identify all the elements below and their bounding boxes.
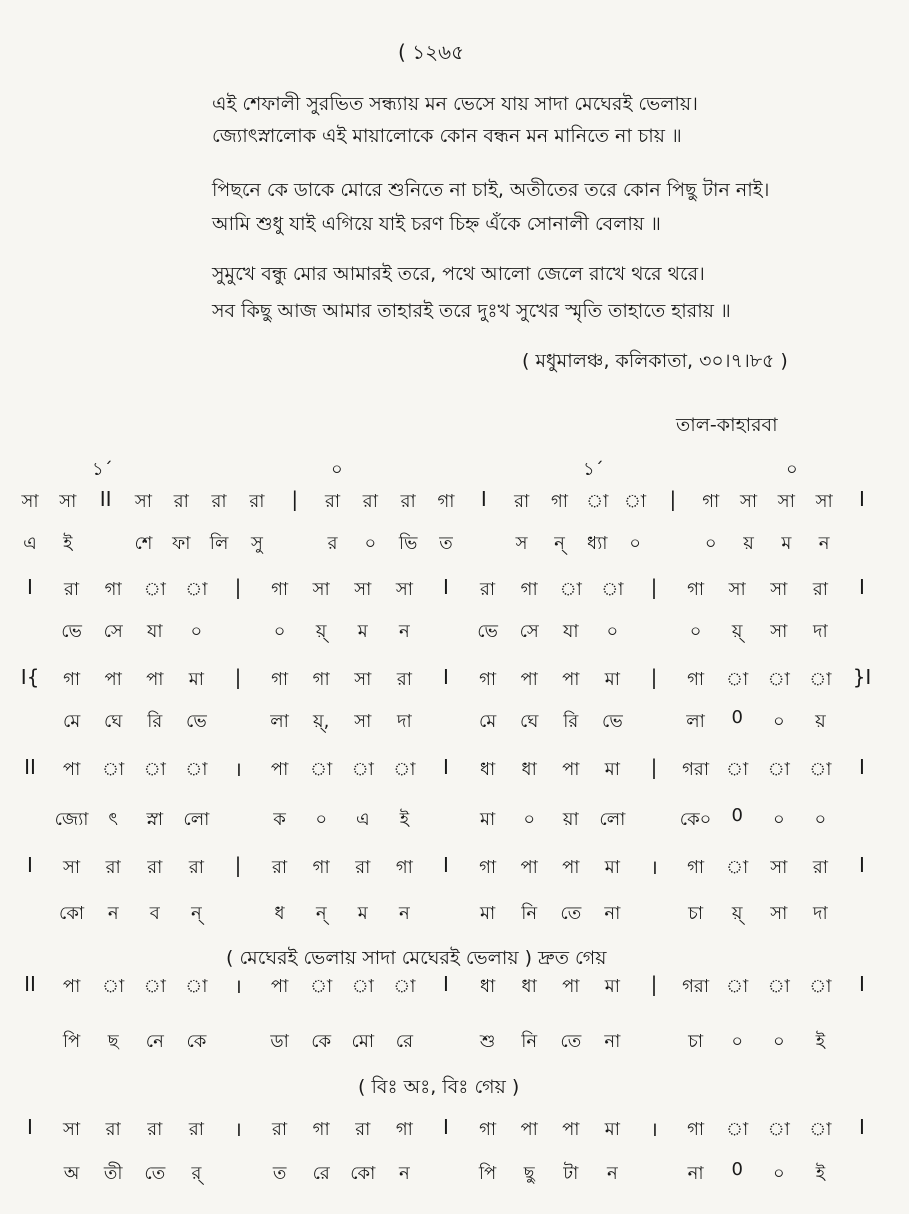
note-cell: মা — [188, 669, 204, 690]
lyric-syllable: ০ — [689, 621, 702, 642]
lyric-syllable: য় — [815, 711, 826, 732]
lyric-syllable: ফা — [172, 533, 191, 554]
note-cell: সা — [63, 1119, 81, 1140]
lyric-syllable: ভে — [477, 621, 498, 642]
note-cell: রা — [147, 857, 163, 878]
note-cell: গা — [479, 669, 497, 690]
note-cell: সা — [63, 857, 81, 878]
lyric-syllable: লো — [599, 809, 626, 830]
note-cell: রা — [188, 857, 204, 878]
lyric-syllable: না — [604, 1031, 621, 1052]
note-cell: গা — [395, 857, 413, 878]
lyric-syllable: ই — [815, 1031, 826, 1052]
lyric-syllable: স — [515, 533, 528, 554]
barline: | — [650, 755, 658, 779]
note-cell: সা — [777, 491, 795, 512]
note-cell: গা — [687, 669, 705, 690]
barline: I — [443, 755, 449, 779]
lyric-syllable: ০ — [364, 533, 377, 554]
barline: । — [234, 757, 242, 781]
lyric-syllable: র্ — [191, 1163, 202, 1184]
lyric-syllable: কো — [59, 903, 85, 924]
lyric-syllable: ০ — [772, 1163, 785, 1184]
lyric-syllable: দা — [397, 711, 412, 732]
barline: II — [99, 487, 112, 511]
note-cell: রা — [324, 491, 341, 512]
lyric-syllable: না — [687, 1163, 704, 1184]
note-cell: পা — [62, 759, 81, 780]
note-cell: সা — [312, 579, 330, 600]
lyric-syllable: য়্ — [731, 621, 743, 642]
note-cell: রা — [355, 857, 371, 878]
note-cell: রা — [147, 1119, 163, 1140]
barline: I — [27, 853, 33, 877]
lyric-syllable: ছু — [523, 1163, 535, 1184]
note-cell: া — [726, 669, 749, 690]
lyric-syllable: ন — [399, 621, 410, 642]
note-cell: া — [586, 491, 609, 512]
lyric-syllable: রে — [395, 1031, 413, 1052]
note-cell: পা — [104, 669, 122, 690]
note-cell: া — [726, 1119, 749, 1140]
lyric-syllable: ০ — [772, 711, 785, 732]
lyric-syllable: য় — [743, 533, 754, 554]
barline: I — [443, 853, 449, 877]
lyric-syllable: সে — [519, 621, 539, 642]
lyric-syllable: সা — [770, 903, 788, 924]
barline: I — [859, 972, 865, 996]
note-cell: া — [351, 976, 374, 997]
taal-label: তাল-কাহারবা — [676, 414, 778, 436]
note-cell: পা — [562, 857, 580, 878]
lyric-syllable: কে০ — [679, 809, 712, 830]
note-cell: া — [310, 976, 333, 997]
note-cell: া — [143, 579, 166, 600]
note-cell: গা — [479, 1119, 497, 1140]
lyric-syllable: ০ — [273, 621, 286, 642]
note-cell: পা — [270, 976, 289, 997]
lyric-syllable: ডা — [270, 1031, 289, 1052]
note-cell: সা — [728, 579, 746, 600]
note-cell: পা — [562, 669, 580, 690]
note-cell: া — [102, 976, 125, 997]
barline: | — [291, 487, 299, 511]
note-cell: সা — [770, 579, 788, 600]
note-cell: া — [809, 1119, 832, 1140]
lyric-syllable: নি — [521, 903, 538, 924]
barline: I — [859, 1115, 865, 1139]
lyric-syllable: ০ — [190, 621, 203, 642]
barline: I — [27, 575, 33, 599]
lyric-syllable: ধ্যা — [587, 533, 608, 554]
note-cell: ধা — [521, 976, 537, 997]
note-cell: া — [393, 976, 416, 997]
lyric-syllable: মে — [478, 711, 497, 732]
note-cell: া — [185, 759, 208, 780]
lyric-syllable: অ — [63, 1163, 80, 1184]
barline: । — [650, 855, 658, 879]
lyric-syllable: ন্ — [554, 533, 565, 554]
note-cell: পা — [562, 759, 580, 780]
note-cell: মা — [604, 669, 620, 690]
lyric-syllable: ভি — [398, 533, 418, 554]
barline: I — [859, 755, 865, 779]
barline: I — [859, 853, 865, 877]
lyric-syllable: যা — [147, 621, 163, 642]
note-cell: রা — [514, 491, 530, 512]
lyric-syllable: মা — [479, 903, 496, 924]
barline: }I — [852, 665, 872, 689]
note-cell: গা — [550, 491, 568, 512]
note-cell: সা — [815, 491, 833, 512]
note-cell: গা — [104, 579, 122, 600]
lyric-syllable: ০ — [731, 1031, 744, 1052]
lyric-syllable: ন্ — [191, 903, 202, 924]
note-cell: গা — [702, 491, 720, 512]
lyric-syllable: ব — [149, 903, 160, 924]
poem-line-5: সুমুখে বন্ধু মোর আমারই তরে, পথে আলো জেলে রাখে থরে থরে। — [212, 263, 705, 285]
lyric-syllable: য়্ — [315, 621, 327, 642]
note-cell: গা — [687, 857, 705, 878]
note-cell: া — [809, 759, 832, 780]
note-cell: গা — [520, 579, 538, 600]
lyric-syllable: ধ — [274, 903, 285, 924]
lyric-syllable: ক — [273, 809, 286, 830]
section-note: ( মেঘেরই ভেলায় সাদা মেঘেরই ভেলায় ) দ্রুত গেয় — [226, 947, 607, 969]
lyric-syllable: তে — [560, 903, 582, 924]
lyric-syllable: ঘে — [519, 711, 539, 732]
barline: I — [480, 487, 487, 511]
poem-line-4: আমি শুধু যাই এগিয়ে যাই চরণ চিহ্ন এঁকে সোনালী বেলায় ॥ — [212, 213, 661, 235]
note-cell: া — [726, 759, 749, 780]
beat-mark: ১´ — [583, 459, 604, 480]
lyric-syllable: 0 — [731, 1159, 743, 1180]
lyric-syllable: কো — [350, 1163, 376, 1184]
barline: । — [234, 974, 242, 998]
lyric-syllable: চা — [688, 1031, 704, 1052]
lyric-syllable: ভে — [602, 711, 623, 732]
lyric-syllable: লো — [183, 809, 210, 830]
lyric-syllable: ম — [357, 903, 368, 924]
lyric-syllable: শু — [479, 1031, 496, 1052]
page-number: ( ১২৬৫ — [398, 40, 465, 64]
lyric-syllable: লা — [686, 711, 705, 732]
note-cell: পা — [146, 669, 164, 690]
barline: I — [443, 575, 449, 599]
lyric-syllable: না — [604, 903, 621, 924]
note-cell: পা — [270, 759, 289, 780]
lyric-syllable: ই — [399, 809, 410, 830]
note-cell: া — [185, 976, 208, 997]
poem-line-1: এই শেফালী সুরভিত সন্ধ্যায় মন ভেসে যায় সাদা মেঘেরই ভেলায়। — [212, 93, 698, 115]
note-cell: পা — [520, 1119, 538, 1140]
barline: । — [650, 1117, 658, 1141]
note-cell: রা — [272, 1119, 288, 1140]
lyric-syllable: ই — [63, 533, 73, 554]
lyric-syllable: র — [327, 533, 338, 554]
lyric-syllable: সু — [250, 533, 263, 554]
section-note: ( বিঃ অঃ, বিঃ গেয় ) — [358, 1076, 520, 1098]
note-cell: রা — [64, 579, 80, 600]
note-cell: া — [559, 579, 582, 600]
lyric-syllable: পি — [478, 1163, 497, 1184]
lyric-syllable: ন — [107, 903, 119, 924]
attribution: ( মধুমালঞ্চ, কলিকাতা, ৩০।৭।৮৫ ) — [522, 350, 788, 372]
lyric-syllable: রে — [312, 1163, 330, 1184]
note-cell: গা — [312, 857, 330, 878]
lyric-syllable: য়্, — [313, 711, 330, 732]
note-cell: া — [185, 579, 208, 600]
lyric-syllable: টা — [563, 1163, 579, 1184]
lyric-syllable: পি — [62, 1031, 81, 1052]
lyric-syllable: ম — [357, 621, 368, 642]
note-cell: সা — [354, 579, 372, 600]
beat-mark: ১´ — [92, 459, 113, 480]
barline: I — [27, 1115, 33, 1139]
lyric-syllable: ই — [815, 1163, 826, 1184]
lyric-syllable: ছ — [107, 1031, 119, 1052]
note-cell: া — [601, 579, 624, 600]
lyric-syllable: ০ — [523, 809, 536, 830]
lyric-syllable: চা — [688, 903, 704, 924]
note-cell: া — [143, 759, 166, 780]
lyric-syllable: নে — [145, 1031, 164, 1052]
beat-mark: ০ — [786, 459, 798, 480]
lyric-syllable: সা — [770, 621, 788, 642]
lyric-syllable: ম — [781, 533, 792, 554]
note-cell: সা — [739, 491, 758, 512]
note-cell: গা — [687, 1119, 705, 1140]
lyric-syllable: মা — [479, 809, 496, 830]
barline: | — [650, 665, 658, 689]
lyric-syllable: শে — [134, 533, 153, 554]
lyric-syllable: ঘে — [103, 711, 123, 732]
note-cell: রা — [211, 491, 227, 512]
lyric-syllable: এ — [355, 809, 370, 830]
barline: | — [234, 665, 242, 689]
note-cell: সা — [59, 491, 77, 512]
lyric-syllable: মে — [62, 711, 81, 732]
note-cell: মা — [604, 857, 620, 878]
poem-line-6: সব কিছু আজ আমার তাহারই তরে দুঃখ সুখের স্মৃতি তাহাতে হারায় ॥ — [212, 300, 731, 322]
barline: | — [234, 575, 242, 599]
barline: I{ — [20, 665, 40, 689]
lyric-syllable: এ — [23, 533, 37, 554]
note-cell: পা — [520, 669, 538, 690]
note-cell: গা — [687, 579, 705, 600]
lyric-syllable: ০ — [772, 1031, 785, 1052]
barline: I — [443, 665, 449, 689]
lyric-syllable: কে — [186, 1031, 207, 1052]
note-cell: া — [809, 669, 832, 690]
note-cell: পা — [562, 1119, 580, 1140]
barline: I — [443, 972, 449, 996]
lyric-syllable: ভে — [186, 711, 207, 732]
lyric-syllable: ন — [607, 1163, 618, 1184]
note-cell: া — [767, 1119, 790, 1140]
lyric-syllable: লি — [209, 533, 229, 554]
lyric-syllable: নি — [521, 1031, 538, 1052]
note-cell: রা — [105, 1119, 121, 1140]
note-cell: া — [310, 759, 333, 780]
lyric-syllable: 0 — [731, 805, 743, 826]
barline: I — [859, 575, 865, 599]
note-cell: া — [624, 491, 647, 512]
note-cell: গা — [395, 1119, 413, 1140]
note-cell: রা — [272, 857, 288, 878]
note-cell: রা — [249, 491, 265, 512]
lyric-syllable: তী — [103, 1163, 123, 1184]
lyric-syllable: রি — [147, 711, 163, 732]
note-cell: পা — [520, 857, 538, 878]
lyric-syllable: দা — [813, 621, 828, 642]
note-cell: সা — [354, 669, 372, 690]
note-cell: রা — [812, 857, 828, 878]
lyric-syllable: দা — [813, 903, 828, 924]
lyric-syllable: ০ — [315, 809, 328, 830]
lyric-syllable: স্না — [146, 809, 164, 830]
barline: | — [650, 972, 658, 996]
note-cell: া — [767, 976, 790, 997]
note-cell: া — [102, 759, 125, 780]
lyric-syllable: ন — [399, 1163, 410, 1184]
note-cell: গা — [271, 669, 289, 690]
note-cell: গা — [437, 491, 455, 512]
barline: | — [669, 487, 677, 511]
note-cell: মা — [604, 1119, 620, 1140]
lyric-syllable: ০ — [772, 809, 785, 830]
note-cell: গা — [312, 669, 330, 690]
lyric-syllable: জ্যো — [54, 809, 89, 830]
note-cell: রা — [396, 669, 412, 690]
note-cell: পা — [562, 976, 580, 997]
note-cell: গা — [271, 579, 289, 600]
lyric-syllable: ০ — [629, 533, 641, 554]
lyric-syllable: ত — [439, 533, 453, 554]
note-cell: মা — [604, 976, 620, 997]
lyric-syllable: ন্ — [315, 903, 327, 924]
lyric-syllable: ০ — [704, 533, 717, 554]
lyric-syllable: ত — [272, 1163, 287, 1184]
note-cell: গা — [63, 669, 81, 690]
note-cell: সা — [134, 491, 153, 512]
lyric-syllable: রি — [563, 711, 579, 732]
note-cell: া — [726, 976, 749, 997]
barline: | — [234, 853, 242, 877]
poem-line-2: জ্যোৎস্নালোক এই মায়ালোকে কোন বন্ধন মন মানিতে না চায় ॥ — [212, 125, 682, 147]
note-cell: ধা — [521, 759, 537, 780]
note-cell: গা — [479, 857, 497, 878]
note-cell: া — [143, 976, 166, 997]
poem-line-3: পিছনে কে ডাকে মোরে শুনিতে না চাই, অতীতের তরে কোন পিছু টান নাই। — [212, 179, 770, 201]
lyric-syllable: ০ — [814, 809, 827, 830]
note-cell: সা — [395, 579, 413, 600]
lyric-syllable: মো — [351, 1031, 375, 1052]
note-cell: পা — [62, 976, 81, 997]
barline: । — [234, 1117, 242, 1141]
lyric-syllable: সা — [354, 711, 372, 732]
note-cell: গরা — [682, 759, 710, 780]
barline: I — [859, 487, 865, 511]
note-cell: ধা — [479, 759, 496, 780]
note-cell: সা — [21, 491, 39, 512]
note-cell: রা — [173, 491, 189, 512]
note-cell: সা — [770, 857, 788, 878]
lyric-syllable: তে — [144, 1163, 166, 1184]
note-cell: রা — [105, 857, 121, 878]
lyric-syllable: ন — [818, 533, 830, 554]
note-cell: রা — [362, 491, 378, 512]
lyric-syllable: য়া — [562, 809, 579, 830]
note-cell: া — [351, 759, 374, 780]
barline: II — [24, 755, 36, 779]
note-cell: মা — [604, 759, 620, 780]
lyric-syllable: তে — [560, 1031, 582, 1052]
note-cell: রা — [355, 1119, 371, 1140]
barline: | — [650, 575, 658, 599]
barline: II — [24, 972, 36, 996]
lyric-syllable: কে — [311, 1031, 332, 1052]
lyric-syllable: ৎ — [108, 809, 118, 830]
lyric-syllable: সে — [103, 621, 123, 642]
note-cell: া — [767, 759, 790, 780]
beat-mark: ০ — [331, 459, 343, 480]
lyric-syllable: 0 — [731, 707, 743, 728]
note-cell: ধা — [479, 976, 496, 997]
note-cell: া — [767, 669, 790, 690]
note-cell: গরা — [682, 976, 710, 997]
lyric-syllable: ন — [399, 903, 410, 924]
note-cell: া — [809, 976, 832, 997]
note-cell: রা — [400, 491, 416, 512]
lyric-syllable: লা — [270, 711, 289, 732]
lyric-syllable: য়্ — [731, 903, 743, 924]
barline: I — [443, 1115, 449, 1139]
lyric-syllable: ভে — [61, 621, 82, 642]
note-cell: রা — [188, 1119, 204, 1140]
lyric-syllable: ০ — [606, 621, 619, 642]
note-cell: গা — [312, 1119, 330, 1140]
note-cell: া — [726, 857, 749, 878]
note-cell: রা — [480, 579, 496, 600]
note-cell: া — [393, 759, 416, 780]
lyric-syllable: যা — [563, 621, 579, 642]
note-cell: রা — [812, 579, 828, 600]
